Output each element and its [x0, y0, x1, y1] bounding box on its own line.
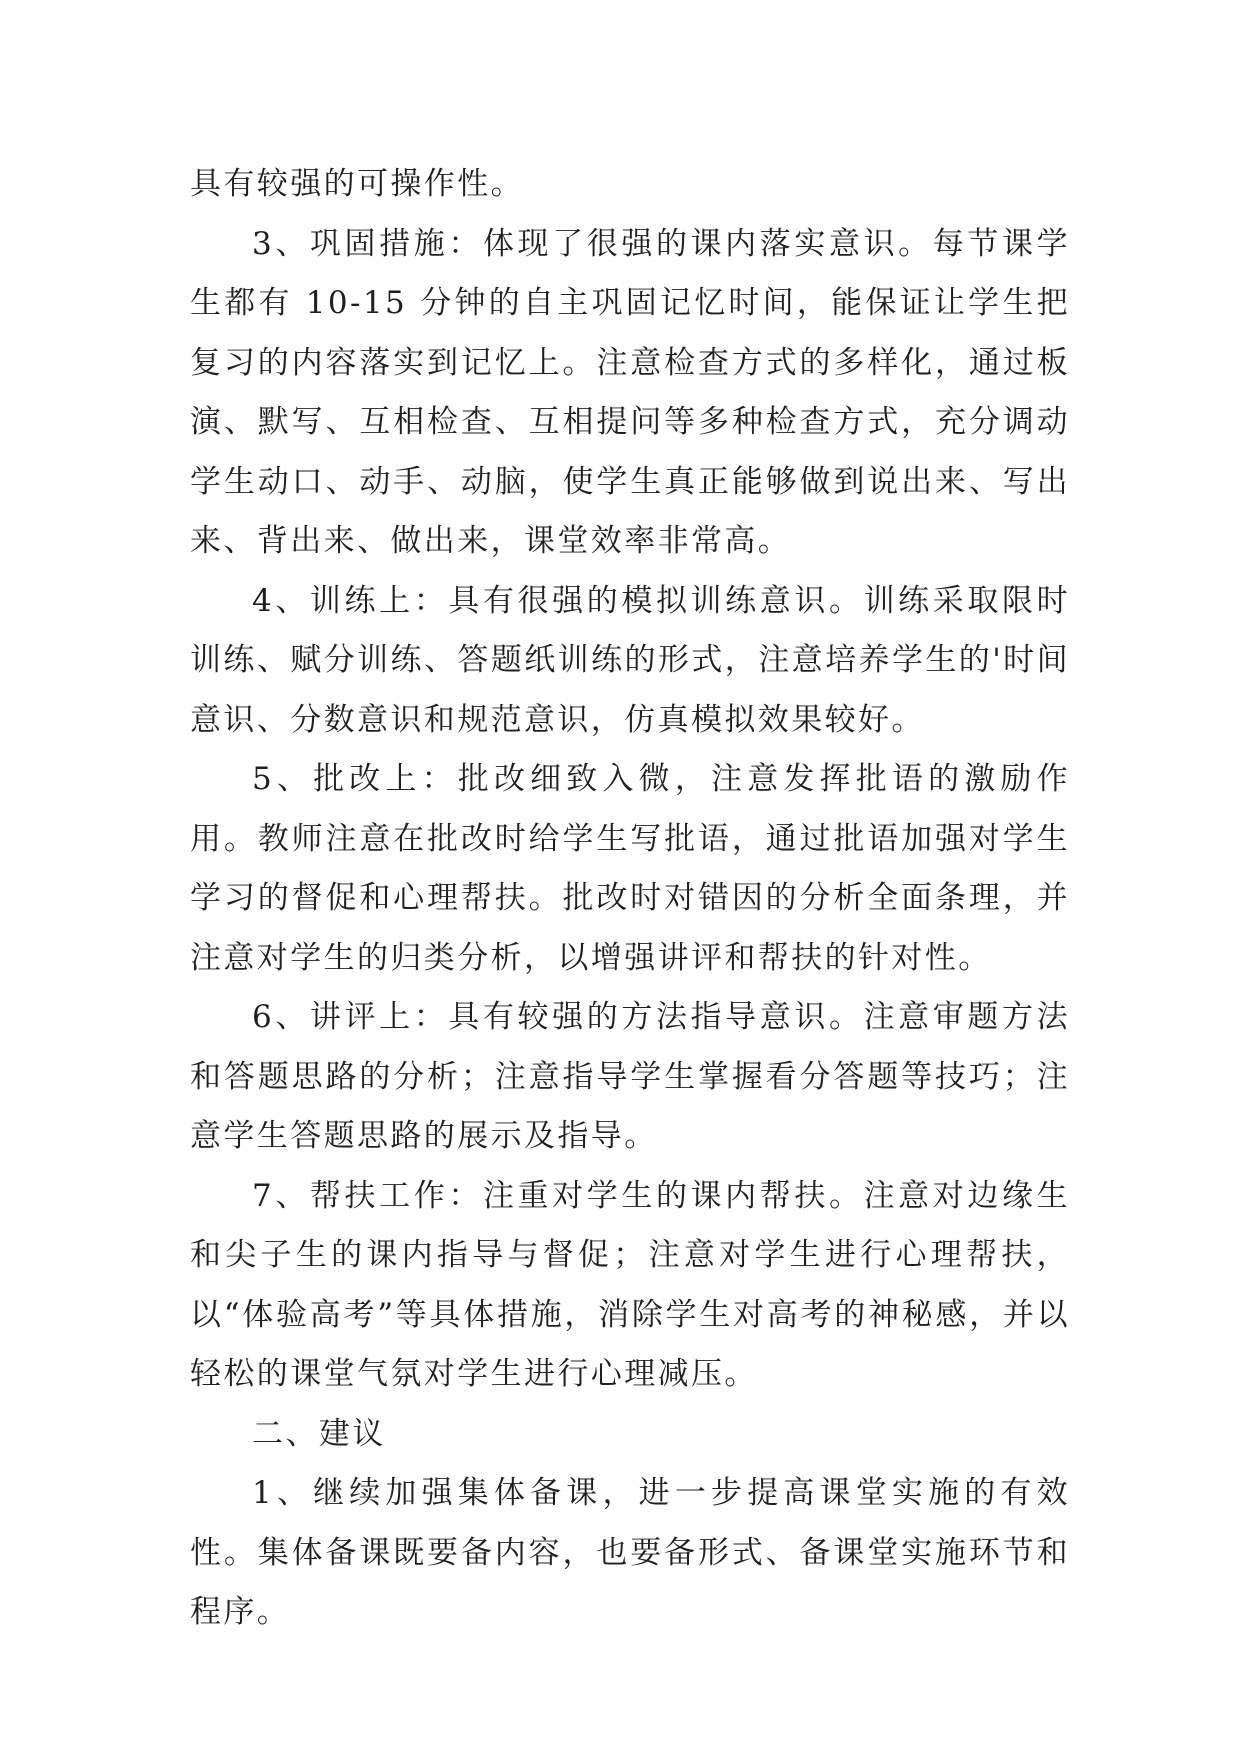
paragraph-student-support: 7、帮扶工作：注重对学生的课内帮扶。注意对边缘生和尖子生的课内指导与督促；注意对学生进行心理帮扶，以“体验高考”等具体措施，消除学生对高考的神秘感，并以轻松的课堂气氛对学生进行心理减压。	[190, 1177, 1070, 1392]
paragraph-review: 6、讲评上：具有较强的方法指导意识。注意审题方法和答题思路的分析；注意指导学生掌握看分答题等技巧；注意学生答题思路的展示及指导。	[190, 999, 1070, 1154]
paragraph-marking: 5、批改上：批改细致入微，注意发挥批语的激励作用。教师注意在批改时给学生写批语，通过批语加强对学生学习的督促和心理帮扶。批改时对错因的分析全面条理，并注意对学生的归类分析，以增强讲评和帮扶的针对性。	[190, 761, 1070, 976]
paragraph-consolidation-measures: 3、巩固措施：体现了很强的课内落实意识。每节课学生都有 10-15 分钟的自主巩固记忆时间，能保证让学生把复习的内容落实到记忆上。注意检查方式的多样化，通过板演、默写、互相检查、互相提问等多种检查方式，充分调动学生动口、动手、动脑，使学生真正能够做到说出来、写出来、背出来、做出来，课堂效率非常高。	[190, 225, 1070, 559]
section-heading-suggestions: 二、建议	[252, 1415, 386, 1452]
paragraph-training: 4、训练上：具有很强的模拟训练意识。训练采取限时训练、赋分训练、答题纸训练的形式，注意培养学生的'时间意识、分数意识和规范意识，仿真模拟效果较好。	[190, 582, 1070, 738]
paragraph-suggestion-1: 1、继续加强集体备课，进一步提高课堂实施的有效性。集体备课既要备内容，也要备形式、备课堂实施环节和程序。	[190, 1475, 1070, 1630]
paragraph-continuation: 具有较强的可操作性。	[190, 166, 524, 202]
document-body	[190, 155, 1070, 1643]
